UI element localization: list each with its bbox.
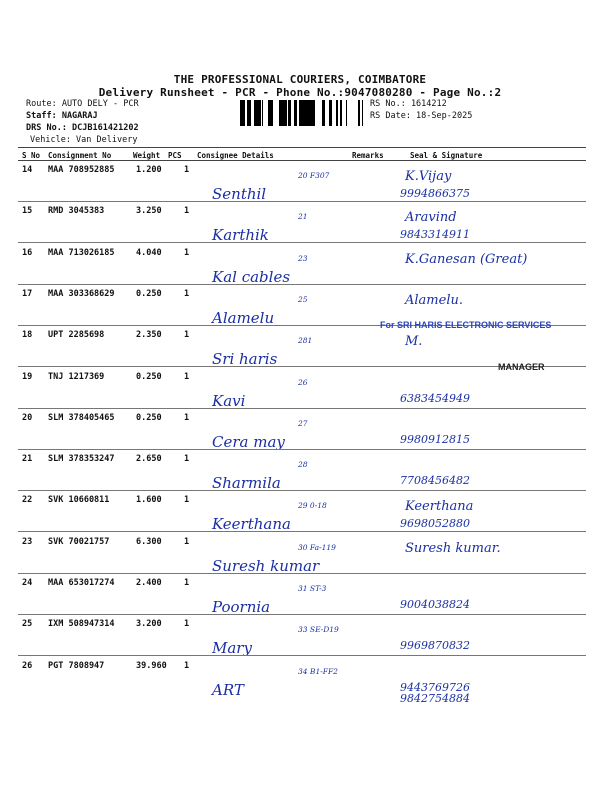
row-consignment: MAA 653017274 — [48, 578, 115, 588]
row-consignment: RMD 3045383 — [48, 206, 105, 216]
consignee-handwriting: Karthik — [212, 226, 269, 244]
row-pcs: 1 — [184, 206, 190, 216]
signature-handwriting: Alamelu. — [405, 293, 463, 308]
table-row — [0, 661, 600, 701]
consignee-handwriting: ART — [212, 681, 244, 699]
consignee-note: 281 — [298, 336, 313, 345]
row-consignment: SLM 378353247 — [48, 454, 115, 464]
phone-handwriting: 9698052880 — [400, 517, 470, 530]
rs-number: RS No.: 1614212 — [370, 99, 447, 109]
row-consignment: IXM 508947314 — [48, 619, 115, 629]
consignee-note: 20 F307 — [298, 171, 330, 180]
stamp-role: MANAGER — [498, 362, 545, 372]
consignee-note: 28 — [298, 460, 308, 469]
col-weight: Weight — [133, 151, 161, 160]
row-sno: 22 — [22, 495, 33, 505]
col-pcs: PCS — [168, 151, 182, 160]
consignee-handwriting: Suresh kumar — [212, 557, 320, 575]
row-divider — [18, 655, 586, 656]
extra-phone: 9842754884 — [400, 692, 470, 705]
phone-handwriting: 9004038824 — [400, 598, 470, 611]
runsheet-title: Delivery Runsheet - PCR - Phone No.:9047080280 - Page No.:2 — [98, 86, 502, 99]
row-consignment: MAA 708952885 — [48, 165, 115, 175]
table-row — [0, 578, 600, 618]
row-sno: 26 — [22, 661, 33, 671]
row-sno: 21 — [22, 454, 33, 464]
staff-label: Staff: NAGARAJ — [26, 111, 98, 121]
row-pcs: 1 — [184, 413, 190, 423]
row-consignment: UPT 2285698 — [48, 330, 105, 340]
vehicle-label: Vehicle: Van Delivery — [30, 135, 138, 145]
signature-handwriting: Aravind — [405, 210, 457, 225]
company-title: THE PROFESSIONAL COURIERS, COIMBATORE — [173, 73, 427, 86]
phone-handwriting: 9443769726 — [400, 681, 470, 694]
row-sno: 25 — [22, 619, 33, 629]
consignee-note: 27 — [298, 419, 308, 428]
row-pcs: 1 — [184, 289, 190, 299]
signature-handwriting: Keerthana — [405, 499, 474, 514]
row-pcs: 1 — [184, 372, 190, 382]
signature-handwriting: M. — [405, 334, 423, 349]
row-consignment: TNJ 1217369 — [48, 372, 105, 382]
row-weight: 39.960 — [136, 661, 167, 671]
row-pcs: 1 — [184, 495, 190, 505]
table-row — [0, 454, 600, 494]
row-weight: 6.300 — [136, 537, 162, 547]
row-weight: 1.600 — [136, 495, 162, 505]
consignee-note: 25 — [298, 295, 308, 304]
row-consignment: SVK 10660811 — [48, 495, 110, 505]
row-weight: 3.250 — [136, 206, 162, 216]
col-consignment: Consignment No — [48, 151, 112, 160]
table-row — [0, 165, 600, 205]
col-sno: S No — [22, 151, 41, 160]
consignee-handwriting: Sharmila — [212, 474, 281, 492]
consignee-note: 23 — [298, 254, 308, 263]
table-row — [0, 372, 600, 412]
consignee-handwriting: Sri haris — [212, 350, 278, 368]
table-row — [0, 537, 600, 577]
table-row — [0, 413, 600, 453]
row-consignment: PGT 7808947 — [48, 661, 105, 671]
row-pcs: 1 — [184, 454, 190, 464]
phone-handwriting: 6383454949 — [400, 392, 470, 405]
consignee-handwriting: Poornia — [212, 598, 271, 616]
header-rule-bottom — [18, 160, 586, 161]
drs-label: DRS No.: DCJB161421202 — [26, 123, 139, 133]
barcode — [240, 100, 365, 126]
signature-handwriting: K.Ganesan (Great) — [405, 252, 528, 267]
consignee-handwriting: Cera may — [212, 433, 285, 451]
row-sno: 20 — [22, 413, 33, 423]
phone-handwriting: 9980912815 — [400, 433, 470, 446]
row-divider — [18, 449, 586, 450]
row-consignment: MAA 713026185 — [48, 248, 115, 258]
row-divider — [18, 490, 586, 491]
phone-handwriting: 7708456482 — [400, 474, 470, 487]
row-divider — [18, 573, 586, 574]
row-consignment: SLM 378405465 — [48, 413, 115, 423]
col-consignee: Consignee Details — [197, 151, 274, 160]
row-weight: 0.250 — [136, 413, 162, 423]
consignee-handwriting: Alamelu — [212, 309, 275, 327]
consignee-note: 21 — [298, 212, 308, 221]
consignee-note: 31 ST-3 — [298, 584, 327, 593]
row-weight: 2.400 — [136, 578, 162, 588]
consignee-handwriting: Senthil — [212, 185, 267, 203]
col-remarks: Remarks — [352, 151, 384, 160]
row-pcs: 1 — [184, 248, 190, 258]
row-pcs: 1 — [184, 578, 190, 588]
table-row — [0, 495, 600, 535]
consignee-note: 29 0-18 — [298, 501, 327, 510]
consignee-note: 33 SE-D19 — [298, 625, 339, 634]
row-pcs: 1 — [184, 330, 190, 340]
row-pcs: 1 — [184, 537, 190, 547]
company-stamp: For SRI HARIS ELECTRONIC SERVICES — [380, 320, 552, 330]
consignee-handwriting: Keerthana — [212, 515, 291, 533]
row-weight: 2.350 — [136, 330, 162, 340]
row-divider — [18, 531, 586, 532]
row-divider — [18, 408, 586, 409]
row-weight: 4.040 — [136, 248, 162, 258]
consignee-handwriting: Kavi — [212, 392, 246, 410]
phone-handwriting: 9969870832 — [400, 639, 470, 652]
route-label: Route: AUTO DELY - PCR — [26, 99, 139, 109]
row-pcs: 1 — [184, 619, 190, 629]
rs-date: RS Date: 18-Sep-2025 — [370, 111, 473, 121]
row-sno: 14 — [22, 165, 33, 175]
row-sno: 15 — [22, 206, 33, 216]
row-consignment: MAA 303368629 — [48, 289, 115, 299]
row-sno: 18 — [22, 330, 33, 340]
row-sno: 23 — [22, 537, 33, 547]
row-weight: 1.200 — [136, 165, 162, 175]
row-divider — [18, 201, 586, 202]
signature-handwriting: Suresh kumar. — [405, 541, 501, 556]
header-rule-top — [18, 147, 586, 148]
row-weight: 0.250 — [136, 289, 162, 299]
consignee-handwriting: Mary — [212, 639, 252, 657]
phone-handwriting: 9994866375 — [400, 187, 470, 200]
consignee-note: 26 — [298, 378, 308, 387]
consignee-handwriting: Kal cables — [212, 268, 291, 286]
row-divider — [18, 614, 586, 615]
row-sno: 17 — [22, 289, 33, 299]
phone-handwriting: 9843314911 — [400, 228, 470, 241]
table-row — [0, 619, 600, 659]
consignee-note: 34 B1-FF2 — [298, 667, 338, 676]
row-sno: 16 — [22, 248, 33, 258]
row-sno: 19 — [22, 372, 33, 382]
row-weight: 0.250 — [136, 372, 162, 382]
row-divider — [18, 284, 586, 285]
table-row — [0, 206, 600, 246]
row-weight: 2.650 — [136, 454, 162, 464]
signature-handwriting: K.Vijay — [405, 169, 452, 184]
row-pcs: 1 — [184, 661, 190, 671]
row-consignment: SVK 70021757 — [48, 537, 110, 547]
consignee-note: 30 Fa-119 — [298, 543, 336, 552]
row-weight: 3.200 — [136, 619, 162, 629]
row-sno: 24 — [22, 578, 33, 588]
table-row — [0, 248, 600, 288]
col-seal: Seal & Signature — [410, 151, 483, 160]
row-divider — [18, 242, 586, 243]
row-pcs: 1 — [184, 165, 190, 175]
